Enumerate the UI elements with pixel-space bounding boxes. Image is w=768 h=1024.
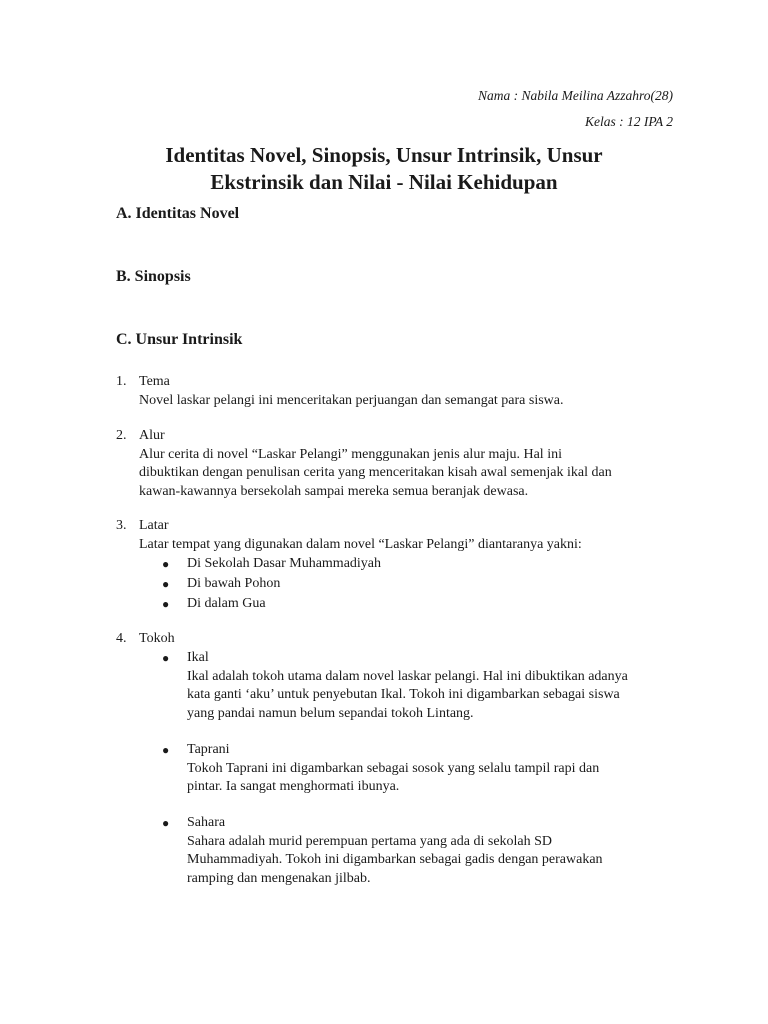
character-text-line: Muhammadiyah. Tokoh ini digambarkan sebagai gadis dengan perawakan <box>187 852 603 867</box>
character-text-line: Sahara adalah murid perempuan pertama yang ada di sekolah SD <box>187 833 553 849</box>
bullet-icon: ● <box>162 651 170 665</box>
item-heading: Alur <box>139 428 165 443</box>
bullet-icon: ● <box>162 557 170 571</box>
item-text-line: Alur cerita di novel “Laskar Pelangi” menggunakan jenis alur maju. Hal ini <box>139 446 562 462</box>
character-item-sahara <box>162 814 682 888</box>
student-name: Nama : Nabila Meilina Azzahro(28) <box>478 88 673 103</box>
item-text: Latar tempat yang digunakan dalam novel “Laskar Pelangi” diantaranya yakni: <box>139 536 582 552</box>
bullet-icon: ● <box>162 597 170 611</box>
list-number: 3. <box>116 518 127 533</box>
student-class: Kelas : 12 IPA 2 <box>584 114 673 129</box>
item-text-line: kawan-kawannya bersekolah sampai mereka semua beranjak dewasa. <box>139 483 529 499</box>
bullet-item: ● Di dalam Gua <box>162 595 266 614</box>
item-heading: Latar <box>139 518 169 533</box>
character-name: Taprani <box>187 742 230 757</box>
bullet-item: ● Di Sekolah Dasar Muhammadiyah <box>162 555 381 574</box>
character-text-line: pintar. Ia sangat menghormati ibunya. <box>187 779 400 794</box>
list-item-tema <box>116 373 676 410</box>
item-text-line: dibuktikan dengan penulisan cerita yang menceritakan kisah awal semenjak ikal dan <box>139 465 612 480</box>
item-text: Novel laskar pelangi ini menceritakan perjuangan dan semangat para siswa. <box>139 392 564 408</box>
bullet-icon: ● <box>162 816 170 830</box>
list-item-latar <box>116 517 676 554</box>
character-item-taprani <box>162 741 682 797</box>
character-text-line: Ikal adalah tokoh utama dalam novel laskar pelangi. Hal ini dibuktikan adanya <box>187 668 628 684</box>
section-heading-intrinsik: C. Unsur Intrinsik <box>116 331 243 348</box>
list-number: 4. <box>116 631 127 646</box>
character-item-ikal <box>162 649 682 723</box>
list-number: 2. <box>116 428 127 443</box>
item-heading: Tema <box>139 374 170 389</box>
page-title <box>100 142 668 196</box>
title-line-2: Ekstrinsik dan Nilai - Nilai Kehidupan <box>210 170 558 194</box>
bullet-item: ● Di bawah Pohon <box>162 575 280 594</box>
character-name: Sahara <box>187 815 226 830</box>
section-heading-identitas: A. Identitas Novel <box>116 205 240 222</box>
character-text-line: Tokoh Taprani ini digambarkan sebagai sosok yang selalu tampil rapi dan <box>187 760 600 776</box>
bullet-icon: ● <box>162 743 170 757</box>
title-line-1: Identitas Novel, Sinopsis, Unsur Intrinsik, Unsur <box>165 143 603 167</box>
character-text-line: yang pandai namun belum sepandai tokoh Lintang. <box>187 705 474 721</box>
list-number: 1. <box>116 374 127 389</box>
section-heading-sinopsis: B. Sinopsis <box>116 268 191 285</box>
character-text-line: kata ganti ‘aku’ untuk penyebutan Ikal. Tokoh ini digambarkan sebagai siswa <box>187 687 620 702</box>
character-name: Ikal <box>187 650 209 665</box>
character-text-line: ramping dan mengenakan jilbab. <box>187 870 371 886</box>
list-item-tokoh <box>116 630 676 649</box>
bullet-icon: ● <box>162 577 170 591</box>
list-item-alur <box>116 427 676 501</box>
item-heading: Tokoh <box>139 631 175 646</box>
